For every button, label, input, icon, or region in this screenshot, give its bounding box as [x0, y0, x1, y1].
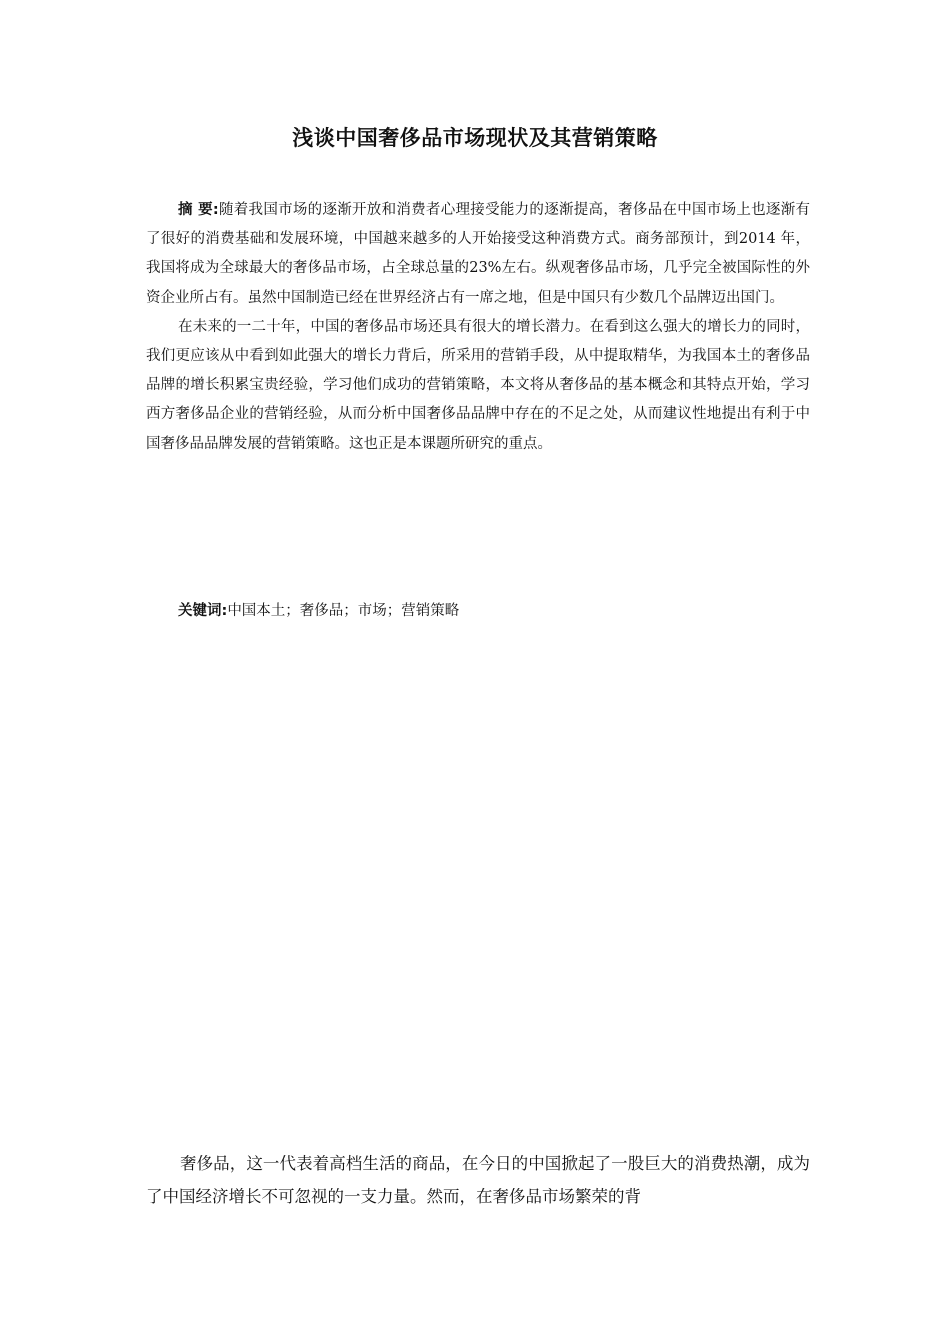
abstract-text-1: 随着我国市场的逐渐开放和消费者心理接受能力的逐渐提高，奢侈品在中国市场上也逐渐有了很好的消费基础和发展环境，中国越来越多的人开始接受这种消费方式。商务部预计，到2014 年，我国将成为全球最大的奢侈品市场，占全球总量的23%左右。纵观奢侈品市场，几乎完全被国际性的外资企业所占有。虽然中国制造已经在世界经济占有一席之地，但是中国只有少数几个品牌迈出国门。: [146, 202, 810, 306]
abstract-paragraph-1: [146, 196, 810, 313]
body-paragraph-1: 奢侈品，这一代表着高档生活的商品，在今日的中国掀起了一股巨大的消费热潮，成为了中国经济增长不可忽视的一支力量。然而，在奢侈品市场繁荣的背: [146, 1154, 810, 1206]
keywords-line: [178, 597, 459, 626]
body-section: [146, 1147, 810, 1213]
keywords-label: 关键词:: [178, 603, 228, 619]
document-title: 浅谈中国奢侈品市场现状及其营销策略: [292, 126, 658, 150]
abstract-paragraph-2: 在未来的一二十年，中国的奢侈品市场还具有很大的增长潜力。在看到这么强大的增长力的同时，我们更应该从中看到如此强大的增长力背后，所采用的营销手段，从中提取精华，为我国本土的奢侈品品牌的增长积累宝贵经验，学习他们成功的营销策略，本文将从奢侈品的基本概念和其特点开始，学习西方奢侈品企业的营销经验，从而分析中国奢侈品品牌中存在的不足之处，从而建议性地提出有利于中国奢侈品品牌发展的营销策略。这也正是本课题所研究的重点。: [146, 318, 810, 452]
keywords-text: 中国本土；奢侈品；市场；营销策略: [227, 603, 460, 619]
abstract-label: 摘 要:: [178, 202, 219, 218]
abstract-section: [146, 196, 810, 459]
